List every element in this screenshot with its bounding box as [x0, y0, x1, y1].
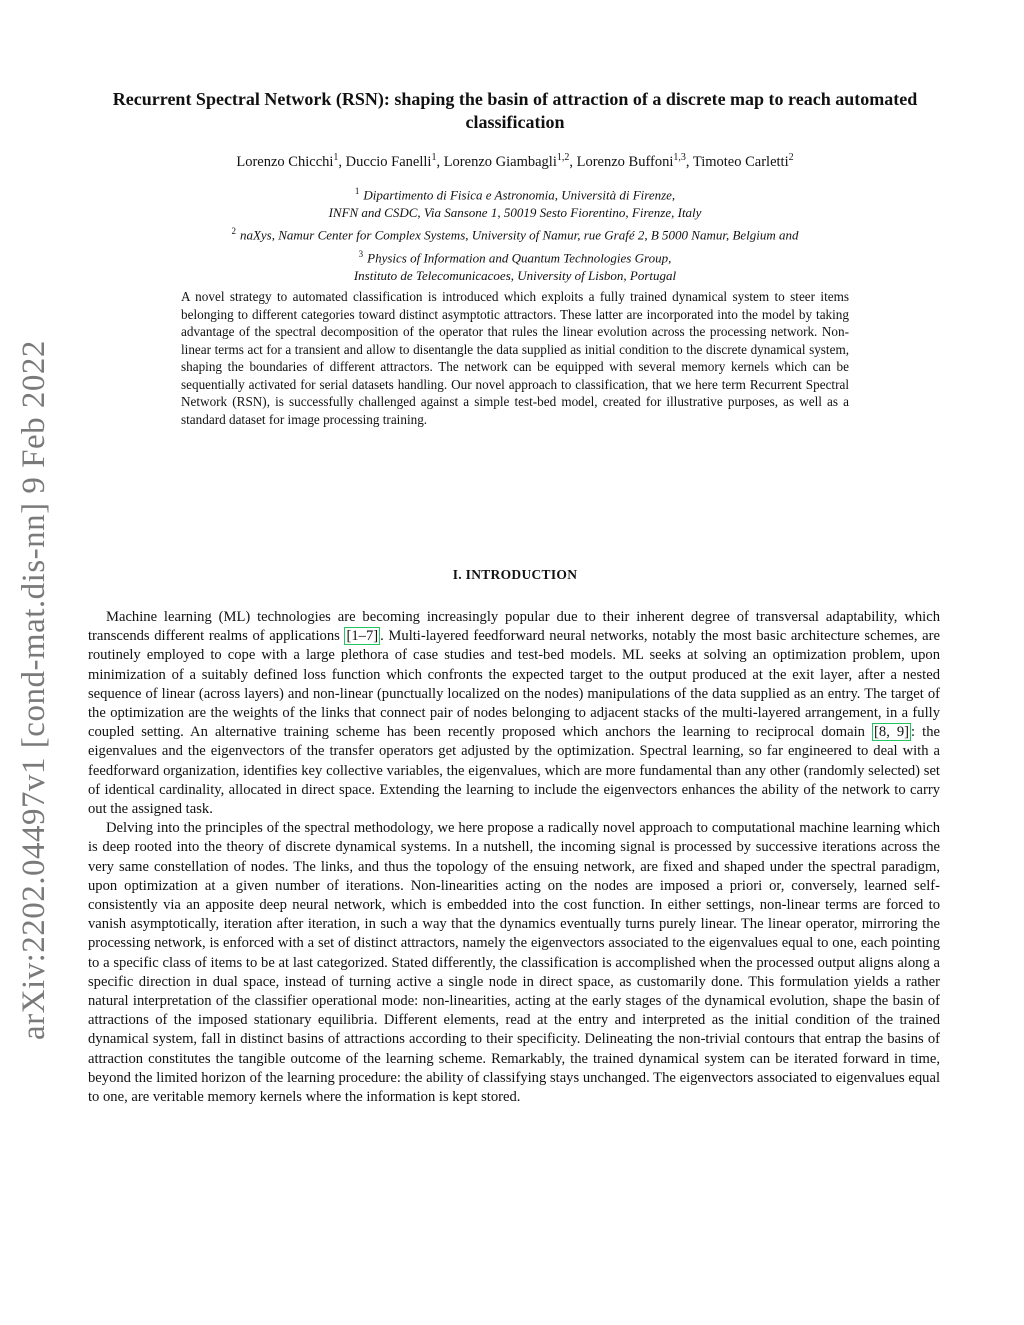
affiliation-line: Instituto de Telecomunicacoes, University of Lisbon, Portugal [353, 267, 677, 283]
author: Lorenzo Chicchi$^1$, [236, 152, 346, 170]
author: Lorenzo Buffoni$^{1,3}$, [576, 152, 693, 170]
author: Duccio Fanelli$^1$, [345, 152, 444, 170]
affiliation-line: $^2$ naXys, Namur Center for Complex Systems, University of Namur, rue Grafé 2, B 5000 Namur, Belgium and [231, 226, 799, 243]
affiliation-line: $^3$ Physics of Information and Quantum Technologies Group, [358, 248, 672, 265]
affiliation-line: INFN and CSDC, Via Sansone 1, 50019 Sesto Fiorentino, Firenze, Italy [328, 205, 702, 221]
paragraph: Machine learning (ML) technologies are becoming increasingly popular due to their inherent degree of transversal adaptability, which transcends different realms of applications [1–7] . Multi-layered feedforward neural networks, notably the most basic architecture schemes, are routinely employed to cope with a large plethora of case studies and test-bed models. ML seeks at solving an optimization problem, upon minimization of a suitably defined loss function which confronts the expected target to the output produced at the exit layer, after a nested sequence of linear (across layers) and non-linear (punctually localized on the nodes) manipulations of the data supplied as an entry. The target of the optimization are the weights of the links that connect pair of nodes belonging to adjacent stacks of the multi-layered arrangement, in a fully coupled setting. An alternative training scheme has been recently proposed which anchors the learning to reciprocal domain [8, 9] : the eigenvalues and the eigenvectors of the transfer operators get adjusted by the optimization. Spectral learning, so far engineered to deal with a feedforward organization, identifies key collective variables, the eigenvalues, which are more fundamental than any other (randomly selected) set of identical cardinality, allocated in direct space. Extending the learning to include the eigenvectors enhances the ability of the network to carry out the assigned task. [88, 609, 940, 818]
citation-link[interactable]: [1–7] [346, 628, 379, 645]
author: Timoteo Carletti$^2$ [692, 152, 794, 170]
author: Lorenzo Giambagli$^{1,2}$, [443, 152, 577, 170]
arxiv-identifier: arXiv:2202.04497v1 [cond-mat.dis-nn] 9 Feb 2022 [16, 340, 52, 1040]
abstract: A novel strategy to automated classification is introduced which exploits a fully trained dynamical system to steer items belonging to different categories toward distinct asymptotic attractors. These latter are incorporated into the model by taking advantage of the spectral decomposition of the operator that rules the linear evolution across the processing network. Non-linear terms act for a transient and allow to disentangle the data supplied as initial condition to the discrete dynamical system, shaping the boundaries of different attractors. The network can be equipped with several memory kernels which can be sequentially activated for serial datasets handling. Our novel approach to classification, that we here term Recurrent Spectral Network (RSN), is successfully challenged against a simple test-bed model, created for illustrative purposes, as well as a standard dataset for image processing training. [181, 289, 849, 427]
author-list [80, 152, 950, 171]
paragraph: Delving into the principles of the spectral methodology, we here propose a radically novel approach to computational machine learning which is deep rooted into the theory of discrete dynamical systems. In a nutshell, the incoming signal is processed by successive iterations across the very same constellation of nodes. The links, and thus the topology of the ensuing network, are fixed and shaped under the spectral paradigm, upon optimization at a given number of iterations. Non-linearities acting on the nodes are imposed a priori or, conversely, learned self-consistently via an apposite deep neural network, which is embedded into the cost function. In either settings, non-linear terms are forced to vanish asymptotically, iteration after iteration, in such a way that the dynamics eventually turns purely linear. The linear operator, mirroring the processing network, is enforced with a set of distinct attractors, namely the eigenvectors associated to the eigenvalues equal to one, each pointing to a specific class of items to be at last categorized. Stated differently, the classification is accomplished when the processed output aligns along a specific direction in dual space, instead of turning active a single node in direct space, as customarily done. This formulation yields a rather natural interpretation of the classifier operational mode: non-linearities, acting at the early stages of the dynamical evolution, shape the basin of attractions of the imposed stationary equilibria. Different elements, read at the entry and interpreted as the initial condition of the trained dynamical system, fall in distinct basins of attractions according to their specificity. Delineating the non-trivial contours that entrap the basins of attraction constitutes the tangible outcome of the learning scheme. Remarkably, the trained dynamical system can be iterated forward in time, beyond the limited horizon of the learning procedure: the ability of classifying stays unchanged. The eigenvectors associated to eigenvalues equal to one, are veritable memory kernels where the information is kept stored. [88, 820, 940, 1106]
introduction-body [88, 608, 940, 1107]
citation-link[interactable]: [8, 9] [874, 724, 910, 741]
affiliation-line: $^1$ Dipartimento di Fisica e Astronomia, Università di Firenze, [354, 186, 676, 203]
section-heading: I. INTRODUCTION [452, 567, 578, 582]
affiliations [80, 182, 950, 285]
paper-title: Recurrent Spectral Network (RSN): shaping the basin of attraction of a discrete map to reach automated classification [112, 89, 918, 132]
